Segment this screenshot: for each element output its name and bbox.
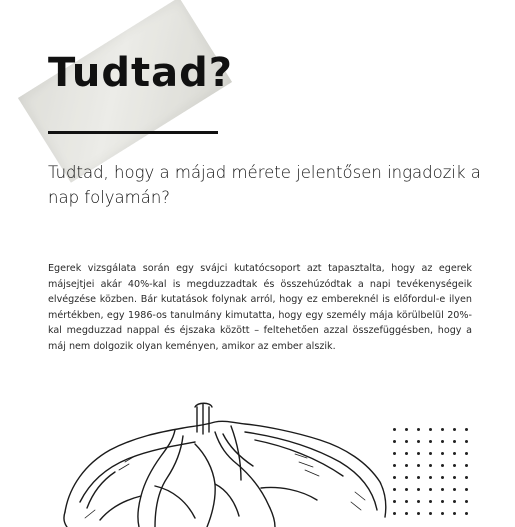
title-underline — [48, 131, 218, 134]
grid-dot — [453, 512, 456, 515]
grid-dot — [441, 512, 444, 515]
grid-dot — [465, 488, 468, 491]
grid-dot — [465, 440, 468, 443]
grid-dot — [417, 464, 420, 467]
grid-dot — [405, 476, 408, 479]
grid-dot — [405, 440, 408, 443]
grid-dot — [417, 512, 420, 515]
grid-dot — [465, 428, 468, 431]
grid-dot — [405, 452, 408, 455]
grid-dot — [453, 428, 456, 431]
grid-dot — [417, 440, 420, 443]
grid-dot — [405, 500, 408, 503]
grid-dot — [417, 452, 420, 455]
grid-dot — [417, 488, 420, 491]
grid-dot — [405, 464, 408, 467]
grid-dot — [441, 428, 444, 431]
grid-dot — [441, 452, 444, 455]
grid-dot — [453, 464, 456, 467]
body-paragraph: Egerek vizsgálata során egy svájci kutatócsoport azt tapasztalta, hogy az egerek májsejtjei akár 40%-kal is megduzzadtak és összehúzódtak a napi tevékenységeik elvégzése közben. Bár kutatások folynak arról, hogy ez embereknél is előfordul-e ilyen mértékben, egy 1986-os tanulmány kimutatta, hogy egy személy mája körülbelül 20%-kal megduzzad nappal és éjszaka között – feltehetően azzal összefüggésben, hogy a máj nem dolgozik olyan keményen, amikor az ember alszik. — [48, 263, 472, 352]
grid-dot — [429, 512, 432, 515]
grid-dot — [405, 428, 408, 431]
grid-dot — [453, 488, 456, 491]
grid-dot — [453, 440, 456, 443]
grid-dot — [429, 464, 432, 467]
grid-dot — [429, 476, 432, 479]
grid-dot — [465, 464, 468, 467]
grid-dot — [417, 428, 420, 431]
grid-dot — [465, 512, 468, 515]
grid-dot — [465, 500, 468, 503]
grid-dot — [441, 476, 444, 479]
page-title: Tudtad? — [48, 50, 233, 96]
grid-dot — [405, 488, 408, 491]
dot-grid-decoration — [393, 428, 477, 524]
grid-dot — [441, 464, 444, 467]
grid-dot — [417, 500, 420, 503]
liver-illustration — [55, 392, 395, 527]
grid-dot — [441, 500, 444, 503]
grid-dot — [429, 440, 432, 443]
grid-dot — [429, 452, 432, 455]
grid-dot — [429, 488, 432, 491]
grid-dot — [465, 452, 468, 455]
grid-dot — [429, 500, 432, 503]
grid-dot — [453, 452, 456, 455]
subtitle-question: Tudtad, hogy a májad mérete jelentősen ingadozik a nap folyamán? — [48, 163, 481, 207]
grid-dot — [405, 512, 408, 515]
grid-dot — [453, 500, 456, 503]
grid-dot — [441, 488, 444, 491]
grid-dot — [429, 428, 432, 431]
grid-dot — [441, 440, 444, 443]
grid-dot — [465, 476, 468, 479]
grid-dot — [453, 476, 456, 479]
grid-dot — [417, 476, 420, 479]
